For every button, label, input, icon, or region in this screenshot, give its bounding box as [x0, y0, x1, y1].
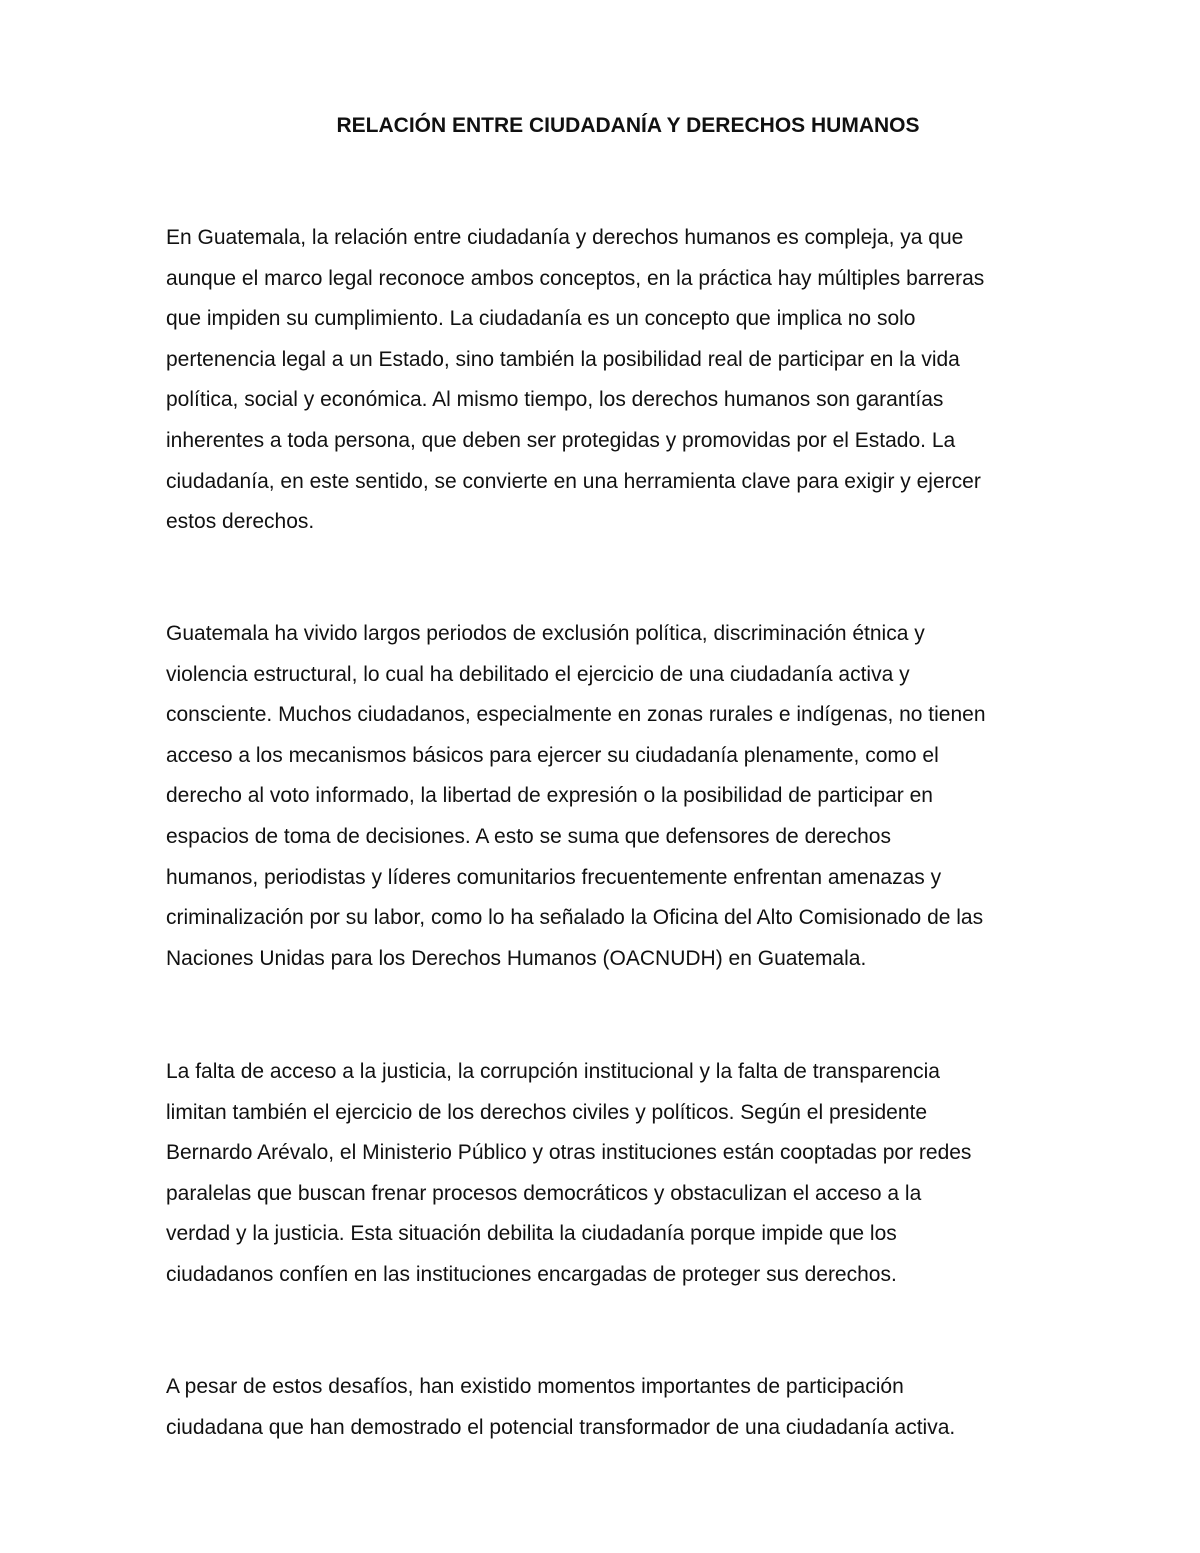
paragraph-line: limitan también el ejercicio de los derechos civiles y políticos. Según el presidente	[166, 1100, 928, 1124]
paragraph-line: criminalización por su labor, como lo ha señalado la Oficina del Alto Comisionado de las	[166, 906, 984, 930]
paragraph-line: Bernardo Arévalo, el Ministerio Público y otras instituciones están cooptadas por redes	[166, 1141, 972, 1165]
paragraph-4	[166, 1367, 1096, 1448]
paragraph-line: estos derechos.	[166, 510, 315, 534]
document-title: RELACIÓN ENTRE CIUDADANÍA Y DERECHOS HUMANOS	[336, 114, 920, 137]
paragraph-line: espacios de toma de decisiones. A esto se suma que defensores de derechos	[166, 824, 891, 848]
paragraph-line: derecho al voto informado, la libertad de expresión o la posibilidad de participar en	[166, 784, 933, 808]
paragraph-line: política, social y económica. Al mismo tiempo, los derechos humanos son garantías	[166, 388, 944, 412]
paragraph-line: Guatemala ha vivido largos periodos de exclusión política, discriminación étnica y	[166, 622, 925, 645]
paragraph-line: ciudadana que han demostrado el potencial transformador de una ciudadanía activa.	[166, 1415, 956, 1439]
paragraph-line: verdad y la justicia. Esta situación debilita la ciudadanía porque impide que los	[166, 1222, 897, 1246]
paragraph-line: pertenencia legal a un Estado, sino también la posibilidad real de participar en la vida	[166, 347, 960, 371]
paragraph-1	[166, 218, 1096, 543]
paragraph-line: aunque el marco legal reconoce ambos conceptos, en la práctica hay múltiples barreras	[166, 266, 985, 290]
paragraph-line: que impiden su cumplimiento. La ciudadanía es un concepto que implica no solo	[166, 307, 916, 331]
paragraph-line: La falta de acceso a la justicia, la corrupción institucional y la falta de transparencia	[166, 1060, 940, 1083]
paragraph-3	[166, 1052, 1096, 1296]
paragraph-line: paralelas que buscan frenar procesos democráticos y obstaculizan el acceso a la	[166, 1181, 922, 1205]
paragraph-line: violencia estructural, lo cual ha debilitado el ejercicio de una ciudadanía activa y	[166, 662, 910, 686]
paragraph-line: acceso a los mecanismos básicos para ejercer su ciudadanía plenamente, como el	[166, 743, 939, 767]
paragraph-2	[166, 614, 1096, 979]
paragraph-line: humanos, periodistas y líderes comunitarios frecuentemente enfrentan amenazas y	[166, 865, 942, 889]
paragraph-line: En Guatemala, la relación entre ciudadanía y derechos humanos es compleja, ya que	[166, 226, 964, 249]
paragraph-line: consciente. Muchos ciudadanos, especialmente en zonas rurales e indígenas, no tienen	[166, 703, 986, 727]
paragraph-line: ciudadanía, en este sentido, se convierte en una herramienta clave para exigir y ejercer	[166, 469, 981, 493]
paragraph-line: ciudadanos confíen en las instituciones encargadas de proteger sus derechos.	[166, 1262, 897, 1286]
paragraph-line: inherentes a toda persona, que deben ser protegidas y promovidas por el Estado. La	[166, 428, 956, 452]
paragraph-line: A pesar de estos desafíos, han existido momentos importantes de participación	[166, 1375, 904, 1398]
paragraph-line: Naciones Unidas para los Derechos Humanos (OACNUDH) en Guatemala.	[166, 946, 867, 970]
